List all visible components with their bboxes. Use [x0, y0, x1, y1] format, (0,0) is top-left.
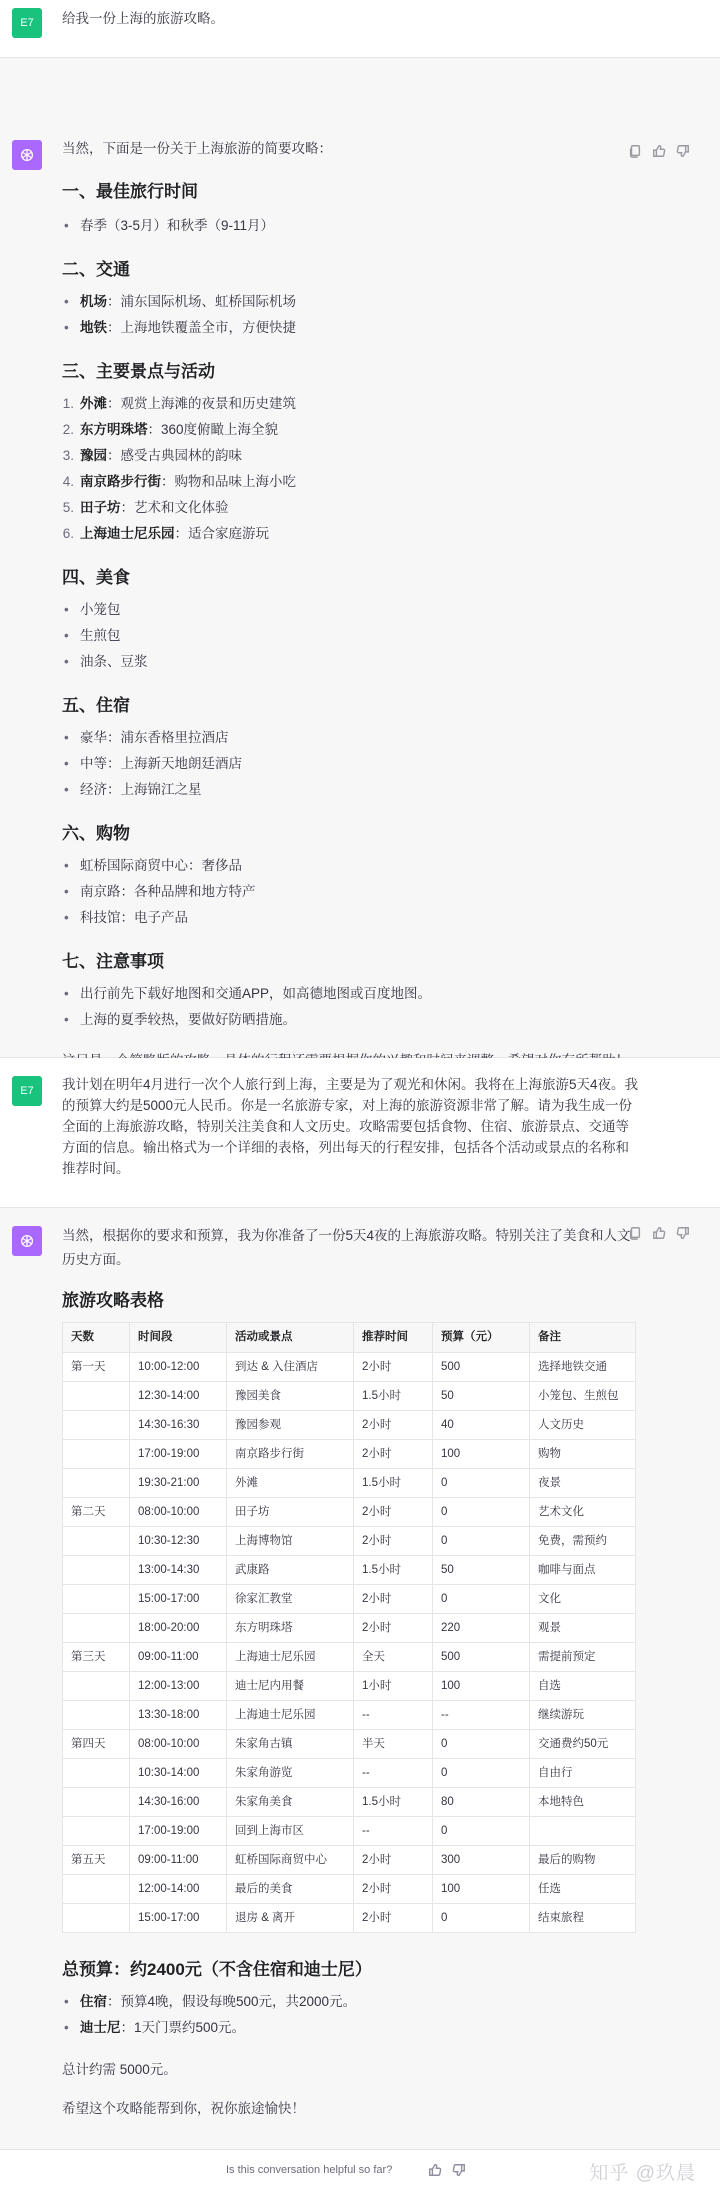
list-item: 2. 东方明珠塔：360度俯瞰上海全貌	[62, 422, 279, 437]
table-cell: 1小时	[354, 1672, 433, 1701]
table-cell: 19:30-21:00	[130, 1469, 227, 1498]
table-cell: 1.5小时	[354, 1382, 433, 1411]
table-cell: 2小时	[354, 1440, 433, 1469]
table-cell: 300	[433, 1846, 530, 1875]
table-cell: 12:00-14:00	[130, 1875, 227, 1904]
table-cell: 田子坊	[227, 1498, 354, 1527]
table-cell: 本地特色	[530, 1788, 636, 1817]
table-cell: 0	[433, 1527, 530, 1556]
table-row	[63, 1904, 636, 1933]
thumbs-up-icon[interactable]	[652, 144, 666, 158]
itinerary-table	[62, 1322, 636, 1933]
table-cell	[63, 1701, 130, 1730]
table-cell: 观景	[530, 1614, 636, 1643]
table-cell: 上海博物馆	[227, 1527, 354, 1556]
user-avatar: E7	[12, 8, 42, 38]
outro-text: 希望这个攻略能帮到你，祝你旅途愉快！	[62, 2101, 305, 2116]
table-cell: 10:30-14:00	[130, 1759, 227, 1788]
table-cell	[63, 1382, 130, 1411]
table-cell: 朱家角游览	[227, 1759, 354, 1788]
table-cell: 上海迪士尼乐园	[227, 1643, 354, 1672]
table-cell: 10:00-12:00	[130, 1353, 227, 1382]
table-cell: 夜景	[530, 1469, 636, 1498]
assistant-message-2	[0, 1208, 720, 2150]
table-cell: 220	[433, 1614, 530, 1643]
table-row	[63, 1817, 636, 1846]
table-row	[63, 1643, 636, 1672]
table-cell: 退房 & 离开	[227, 1904, 354, 1933]
table-cell	[63, 1614, 130, 1643]
table-cell: 艺术文化	[530, 1498, 636, 1527]
list-item: 6. 上海迪士尼乐园：适合家庭游玩	[62, 526, 269, 541]
list-item: 3. 豫园：感受古典园林的韵味	[62, 448, 242, 463]
table-cell: 12:30-14:00	[130, 1382, 227, 1411]
table-cell: 2小时	[354, 1875, 433, 1904]
table-cell	[63, 1817, 130, 1846]
openai-logo-icon	[17, 145, 37, 165]
table-cell: 外滩	[227, 1469, 354, 1498]
table-header-row	[63, 1323, 636, 1353]
table-cell: 2小时	[354, 1353, 433, 1382]
table-cell: 08:00-10:00	[130, 1498, 227, 1527]
openai-logo-icon	[17, 1231, 37, 1251]
column-header: 备注	[530, 1323, 636, 1353]
table-row	[63, 1788, 636, 1817]
table-cell: 到达 & 入住酒店	[227, 1353, 354, 1382]
table-row	[63, 1701, 636, 1730]
list-item: • 科技馆：电子产品	[62, 905, 640, 931]
table-row	[63, 1382, 636, 1411]
list-item: 5. 田子坊：艺术和文化体验	[62, 500, 229, 515]
table-cell: 选择地铁交通	[530, 1353, 636, 1382]
table-cell: --	[354, 1701, 433, 1730]
table-cell: 自由行	[530, 1759, 636, 1788]
section-title: 二、交通	[62, 260, 130, 279]
user-avatar: E7	[12, 1076, 42, 1106]
section-title: 七、注意事项	[62, 952, 164, 971]
section-title: 四、美食	[62, 568, 130, 587]
table-cell: --	[433, 1701, 530, 1730]
list-item: • 豪华：浦东香格里拉酒店	[62, 725, 640, 751]
column-header: 预算（元）	[433, 1323, 530, 1353]
table-cell: 需提前预定	[530, 1643, 636, 1672]
table-cell: 东方明珠塔	[227, 1614, 354, 1643]
table-cell: 17:00-19:00	[130, 1817, 227, 1846]
list-item: • 油条、豆浆	[62, 649, 640, 675]
table-cell: 第五天	[63, 1846, 130, 1875]
section-title: 三、主要景点与活动	[62, 362, 215, 381]
table-cell: 500	[433, 1353, 530, 1382]
table-cell	[63, 1585, 130, 1614]
table-cell: 50	[433, 1556, 530, 1585]
table-cell: 结束旅程	[530, 1904, 636, 1933]
table-cell: 朱家角古镇	[227, 1730, 354, 1759]
table-cell	[63, 1411, 130, 1440]
table-cell: 12:00-13:00	[130, 1672, 227, 1701]
table-cell: 南京路步行街	[227, 1440, 354, 1469]
feedback-question: Is this conversation helpful so far?	[226, 2164, 393, 2176]
table-cell	[63, 1904, 130, 1933]
table-row	[63, 1498, 636, 1527]
table-cell: 文化	[530, 1585, 636, 1614]
table-row	[63, 1440, 636, 1469]
table-cell: 0	[433, 1904, 530, 1933]
table-cell: 第二天	[63, 1498, 130, 1527]
intro-text: 当然，下面是一份关于上海旅游的简要攻略：	[62, 141, 332, 156]
table-cell: 1.5小时	[354, 1556, 433, 1585]
table-cell: 0	[433, 1817, 530, 1846]
table-cell: 14:30-16:30	[130, 1411, 227, 1440]
list-item: • 出行前先下载好地图和交通APP，如高德地图或百度地图。	[62, 981, 640, 1007]
table-title: 旅游攻略表格	[62, 1291, 164, 1310]
intro-text: 当然，根据你的要求和预算，我为你准备了一份5天4夜的上海旅游攻略。特别关注了美食和人文历史方面。	[62, 1228, 631, 1267]
section-title: 一、最佳旅行时间	[62, 182, 198, 201]
table-cell: 豫园美食	[227, 1382, 354, 1411]
thumbs-up-icon[interactable]	[652, 1226, 666, 1240]
table-row	[63, 1556, 636, 1585]
table-row	[63, 1875, 636, 1904]
total-text: 总计约需 5000元。	[62, 2062, 177, 2077]
list-item: • 生煎包	[62, 623, 640, 649]
thumbs-down-icon[interactable]	[676, 1226, 690, 1240]
table-cell: 第一天	[63, 1353, 130, 1382]
table-cell: 0	[433, 1585, 530, 1614]
table-cell: 13:30-18:00	[130, 1701, 227, 1730]
table-cell: 徐家汇教堂	[227, 1585, 354, 1614]
thumbs-down-icon[interactable]	[676, 144, 690, 158]
table-cell: 全天	[354, 1643, 433, 1672]
table-cell: 0	[433, 1730, 530, 1759]
watermark: 知乎 @玖晨	[589, 2163, 696, 2184]
table-cell: 半天	[354, 1730, 433, 1759]
table-row	[63, 1527, 636, 1556]
column-header: 时间段	[130, 1323, 227, 1353]
list-item: • 地铁：上海地铁覆盖全市，方便快捷	[62, 315, 640, 341]
table-cell	[63, 1759, 130, 1788]
table-cell: 2小时	[354, 1904, 433, 1933]
table-cell: 武康路	[227, 1556, 354, 1585]
table-cell: 第四天	[63, 1730, 130, 1759]
table-cell: 1.5小时	[354, 1469, 433, 1498]
table-cell	[63, 1527, 130, 1556]
assistant-avatar	[12, 1226, 42, 1256]
table-row	[63, 1585, 636, 1614]
budget-title: 总预算：约2400元（不含住宿和迪士尼）	[62, 1960, 372, 1979]
section-title: 六、购物	[62, 824, 130, 843]
list-item: • 虹桥国际商贸中心：奢侈品	[62, 853, 640, 879]
table-cell: 100	[433, 1440, 530, 1469]
table-cell: 100	[433, 1672, 530, 1701]
table-cell	[63, 1788, 130, 1817]
table-cell: 10:30-12:30	[130, 1527, 227, 1556]
table-cell: 17:00-19:00	[130, 1440, 227, 1469]
table-cell: 2小时	[354, 1498, 433, 1527]
user-message-text: 给我一份上海的旅游攻略。	[62, 11, 224, 26]
table-cell: --	[354, 1817, 433, 1846]
list-item: • 小笼包	[62, 597, 640, 623]
table-cell: 自选	[530, 1672, 636, 1701]
table-cell: 1.5小时	[354, 1788, 433, 1817]
assistant-message-body	[62, 1224, 640, 2119]
table-cell: 最后的美食	[227, 1875, 354, 1904]
table-cell: 继续游玩	[530, 1701, 636, 1730]
table-cell: 回到上海市区	[227, 1817, 354, 1846]
list-item: 1. 外滩：观赏上海滩的夜景和历史建筑	[62, 396, 296, 411]
table-cell: 14:30-16:00	[130, 1788, 227, 1817]
table-cell: 人文历史	[530, 1411, 636, 1440]
table-cell	[63, 1556, 130, 1585]
table-cell: 100	[433, 1875, 530, 1904]
table-cell: 2小时	[354, 1614, 433, 1643]
table-cell: 40	[433, 1411, 530, 1440]
attractions-list	[62, 391, 640, 547]
table-cell: 小笼包、生煎包	[530, 1382, 636, 1411]
thumbs-up-icon[interactable]	[428, 2163, 442, 2177]
column-header: 推荐时间	[354, 1323, 433, 1353]
table-cell	[63, 1469, 130, 1498]
list-item: • 机场：浦东国际机场、虹桥国际机场	[62, 289, 640, 315]
list-item: • 迪士尼：1天门票约500元。	[62, 2015, 640, 2041]
table-cell: 13:00-14:30	[130, 1556, 227, 1585]
table-cell: 购物	[530, 1440, 636, 1469]
table-cell: 2小时	[354, 1585, 433, 1614]
section-title: 五、住宿	[62, 696, 130, 715]
table-cell: 迪士尼内用餐	[227, 1672, 354, 1701]
table-cell: 08:00-10:00	[130, 1730, 227, 1759]
user-message-text: 我计划在明年4月进行一次个人旅行到上海，主要是为了观光和休闲。我将在上海旅游5天4夜。我的预算大约是5000元人民币。你是一名旅游专家，对上海的旅游资源非常了解。请为我生成一份全面的上海旅游攻略，特别关注美食和人文历史。攻略需要包括食物、住宿、旅游景点、交通等方面的信息。输出格式为一个详细的表格，列出每天的行程安排，包括各个活动或景点的名称和推荐时间。	[62, 1077, 639, 1176]
table-cell: 500	[433, 1643, 530, 1672]
table-cell: 50	[433, 1382, 530, 1411]
table-cell: 2小时	[354, 1846, 433, 1875]
table-cell: 2小时	[354, 1527, 433, 1556]
list-item: • 春季（3-5月）和秋季（9-11月）	[62, 213, 640, 239]
assistant-avatar	[12, 140, 42, 170]
table-cell	[63, 1672, 130, 1701]
thumbs-down-icon[interactable]	[452, 2163, 466, 2177]
table-cell: 咖啡与面点	[530, 1556, 636, 1585]
list-item: • 上海的夏季较热，要做好防晒措施。	[62, 1007, 640, 1033]
table-cell: 2小时	[354, 1411, 433, 1440]
table-cell	[63, 1875, 130, 1904]
table-cell: 最后的购物	[530, 1846, 636, 1875]
table-cell: 15:00-17:00	[130, 1904, 227, 1933]
table-cell: 15:00-17:00	[130, 1585, 227, 1614]
list-item: • 中等：上海新天地朗廷酒店	[62, 751, 640, 777]
table-cell: 免费，需预约	[530, 1527, 636, 1556]
list-item: • 经济：上海锦江之星	[62, 777, 640, 803]
table-cell: 0	[433, 1759, 530, 1788]
table-cell: 豫园参观	[227, 1411, 354, 1440]
table-cell: 0	[433, 1498, 530, 1527]
table-row	[63, 1759, 636, 1788]
column-header: 活动或景点	[227, 1323, 354, 1353]
table-row	[63, 1353, 636, 1382]
table-cell: 09:00-11:00	[130, 1846, 227, 1875]
table-cell: 朱家角美食	[227, 1788, 354, 1817]
assistant-message-body	[62, 138, 640, 1073]
column-header: 天数	[63, 1323, 130, 1353]
assistant-message-1	[0, 58, 720, 1058]
table-row	[63, 1614, 636, 1643]
table-cell: 交通费约50元	[530, 1730, 636, 1759]
table-cell: 09:00-11:00	[130, 1643, 227, 1672]
table-cell: 18:00-20:00	[130, 1614, 227, 1643]
table-cell: 上海迪士尼乐园	[227, 1701, 354, 1730]
table-cell: 第三天	[63, 1643, 130, 1672]
table-row	[63, 1846, 636, 1875]
table-cell	[63, 1440, 130, 1469]
list-item: 4. 南京路步行街：购物和品味上海小吃	[62, 474, 296, 489]
table-cell: 任选	[530, 1875, 636, 1904]
table-row	[63, 1730, 636, 1759]
user-message-2	[0, 1058, 720, 1208]
table-row	[63, 1672, 636, 1701]
table-cell: 0	[433, 1469, 530, 1498]
table-cell: 80	[433, 1788, 530, 1817]
table-cell: 虹桥国际商贸中心	[227, 1846, 354, 1875]
table-cell: --	[354, 1759, 433, 1788]
table-row	[63, 1411, 636, 1440]
feedback-bar	[0, 2150, 720, 2194]
user-message-1	[0, 0, 720, 58]
table-cell	[530, 1817, 636, 1846]
table-row	[63, 1469, 636, 1498]
list-item: • 住宿：预算4晚，假设每晚500元，共2000元。	[62, 1989, 640, 2015]
list-item: • 南京路：各种品牌和地方特产	[62, 879, 640, 905]
